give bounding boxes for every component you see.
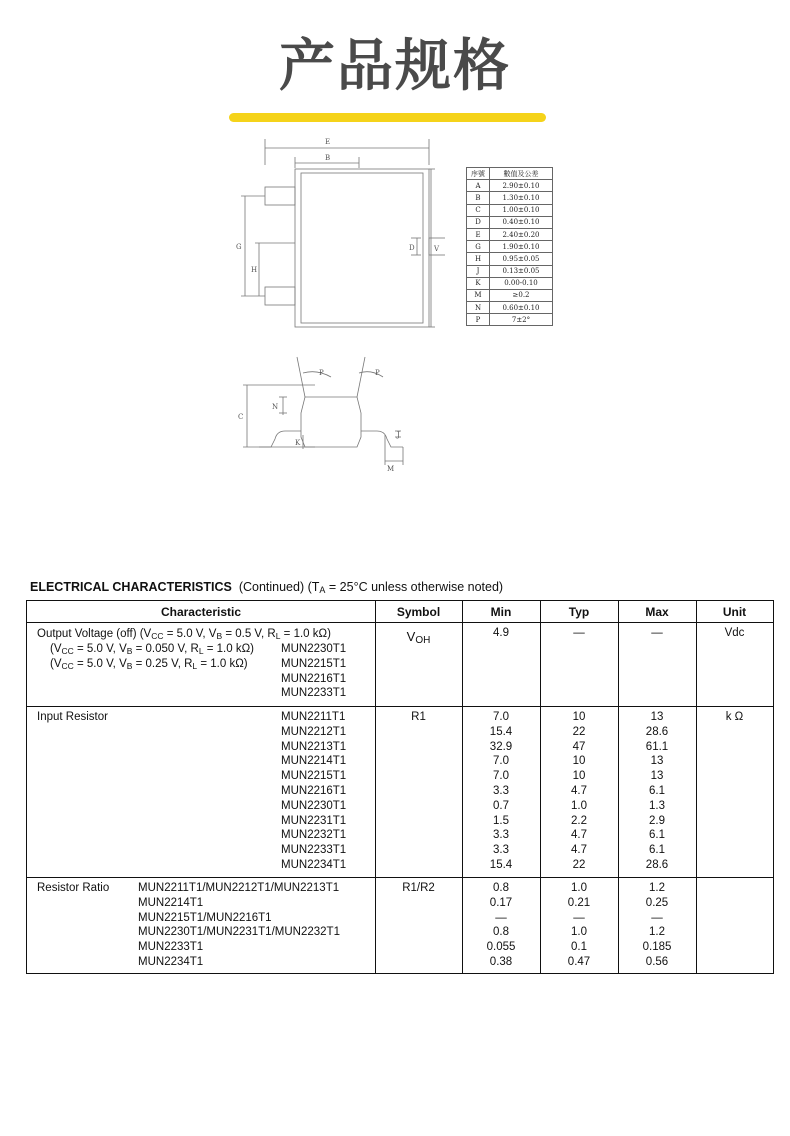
dimension-symbol: P [467,314,490,326]
part-number: MUN2213T1 [281,740,347,753]
dimension-row [467,216,553,228]
col-symbol: Symbol [396,605,441,619]
part-number: MUN2216T1 [281,672,347,685]
dim-label-e: E [325,138,331,146]
dimension-value: 1.30±0.10 [490,192,553,204]
dim-label-m: M [387,465,395,473]
max-value: 13 [650,755,664,768]
dimension-value: 0.00-0.10 [490,277,553,289]
col-unit: Unit [722,605,747,619]
max-value: 61.1 [645,740,669,753]
dimension-symbol: B [467,192,490,204]
min-value: 3.3 [493,844,509,857]
min-value: 3.3 [493,829,509,842]
input-resistor-typ-values [540,710,618,873]
dimension-value: 1.90±0.10 [490,241,553,253]
part-number: MUN2230T1 [281,643,347,655]
min-value: 0.7 [493,799,509,812]
dimension-symbol: H [467,253,490,265]
max-value: 28.6 [645,858,669,871]
dimension-value: 0.40±0.10 [490,216,553,228]
dimension-row [467,314,553,326]
part-number: MUN2215T1 [281,770,347,783]
typ-value: 1.0 [571,926,587,939]
typ-value: 22 [572,858,586,871]
page-title: 产品规格 [279,34,511,99]
output-voltage-line-2: ($V_{CC} = 5.0$ V, $V_B = 0.050$ V, $R_L = 1.0$ kΩ) [50,642,255,656]
dimension-symbol: D [467,216,490,228]
package-outline-drawing [225,135,445,480]
dimension-value: 2.90±0.10 [490,180,553,192]
part-number: MUN2211T1/MUN2212T1/MUN2213T1 [138,882,340,894]
dimension-table-header [467,168,553,180]
output-voltage-unit: Vdc [724,627,745,639]
ec-heading-sub: A [319,585,326,595]
dimension-symbol: A [467,180,490,192]
dim-label-g: G [236,243,242,251]
part-number: MUN2212T1 [281,725,347,738]
max-value: 0.56 [645,955,669,968]
part-number: MUN2233T1 [138,941,204,954]
dim-label-d: D [409,244,415,252]
col-min: Min [490,605,512,619]
min-value: 0.17 [489,896,513,909]
dimension-symbol: C [467,204,490,216]
dimension-value: 0.13±0.05 [490,265,553,277]
part-number: MUN2230T1/MUN2231T1/MUN2232T1 [138,926,340,939]
input-resistor-symbol: R1 [411,711,426,723]
input-resistor-parts [281,710,346,873]
typ-value: 10 [572,711,586,723]
max-value: 1.2 [649,882,665,894]
dimension-symbol: N [467,302,490,314]
dim-label-p-left: P [319,369,324,377]
part-number: MUN2211T1 [281,711,346,723]
part-number: MUN2214T1 [138,896,204,909]
part-number: MUN2234T1 [281,858,347,871]
output-voltage-typ: — [573,627,585,639]
dimension-table [466,167,553,326]
typ-value: — [573,911,585,924]
input-resistor-unit: k Ω [725,711,744,723]
input-resistor-min-values [462,710,540,873]
part-number: MUN2216T1 [281,784,347,797]
typ-value: 1.0 [571,882,587,894]
typ-value: 4.7 [571,784,587,797]
col-typ: Typ [568,605,590,619]
dimension-value: 2.40±0.20 [490,228,553,240]
max-value: 13 [650,711,664,723]
dimension-symbol: E [467,228,490,240]
max-value: 0.25 [645,896,669,909]
title-underline [229,113,546,122]
dimension-symbol: K [467,277,490,289]
dim-label-p-right: P [375,369,380,377]
part-number: MUN2214T1 [281,755,347,768]
input-resistor-label: Input Resistor [37,711,108,723]
min-value: 0.8 [493,882,509,894]
typ-value: 22 [572,725,586,738]
dim-label-v: V [434,245,440,253]
resistor-ratio-max-values [618,881,696,970]
dim-label-k: K [295,439,301,447]
min-value: 0.38 [489,955,513,968]
min-value: 15.4 [489,725,513,738]
dimension-value: ≥0.2 [490,289,553,301]
dimension-header-index: 序號 [467,168,490,180]
max-value: 13 [650,770,664,783]
part-number: MUN2230T1 [281,799,347,812]
min-value: 0.8 [493,926,509,939]
part-number: MUN2215T1/MUN2216T1 [138,911,272,924]
dimension-row [467,228,553,240]
max-value: 0.185 [642,941,672,954]
part-number: MUN2234T1 [138,955,204,968]
min-value: 32.9 [489,740,513,753]
ec-heading-title: ELECTRICAL CHARACTERISTICS [30,580,232,594]
ec-heading [30,580,503,595]
min-value: 3.3 [493,784,509,797]
resistor-ratio-typ-values [540,881,618,970]
ec-table-header [27,601,773,623]
dim-label-j: J [397,431,400,439]
dimension-value: 1.00±0.10 [490,204,553,216]
typ-value: 2.2 [571,814,587,827]
resistor-ratio-symbol: R1/R2 [402,882,435,894]
typ-value: 10 [572,755,586,768]
output-voltage-parts [281,642,346,701]
max-value: 1.2 [649,926,665,939]
input-resistor-max-values [618,710,696,873]
max-value: — [651,911,663,924]
typ-value: 1.0 [571,799,587,812]
output-voltage-min: 4.9 [493,627,509,639]
output-voltage-symbol: $V_{OH}$ [406,629,431,646]
min-value: 7.0 [493,711,509,723]
part-number: MUN2231T1 [281,814,347,827]
dimension-row [467,302,553,314]
typ-value: 47 [572,740,586,753]
max-value: 1.3 [649,799,665,812]
typ-value: 0.47 [567,955,591,968]
part-number: MUN2215T1 [281,657,347,670]
min-value: 15.4 [489,858,513,871]
dimension-row [467,253,553,265]
dimension-symbol: J [467,265,490,277]
typ-value: 0.1 [571,941,587,954]
max-value: 28.6 [645,725,669,738]
max-value: 6.1 [649,784,665,797]
dim-label-c: C [238,413,244,421]
dim-label-n: N [272,403,279,411]
max-value: 6.1 [649,844,665,857]
col-max: Max [645,605,669,619]
dimension-value: 0.60±0.10 [490,302,553,314]
dimension-row [467,192,553,204]
dimension-symbol: M [467,289,490,301]
output-voltage-line-3: ($V_{CC} = 5.0$ V, $V_B = 0.25$ V, $R_L = 1.0$ kΩ) [50,657,248,671]
dimension-value: 0.95±0.05 [490,253,553,265]
dim-label-h: H [251,266,258,274]
max-value: 6.1 [649,829,665,842]
dimension-row [467,241,553,253]
output-voltage-max: — [651,627,663,639]
dim-label-b: B [325,154,331,162]
col-characteristic: Characteristic [160,605,242,619]
dimension-symbol: G [467,241,490,253]
dimension-header-value: 數值及公差 [490,168,553,180]
ec-heading-cont: (Continued) (T [238,580,320,594]
min-value: — [495,911,507,924]
resistor-ratio-label: Resistor Ratio [37,882,110,894]
typ-value: 10 [572,770,586,783]
min-value: 7.0 [493,770,509,783]
typ-value: 4.7 [571,844,587,857]
electrical-characteristics-table [26,600,774,974]
dimension-row [467,277,553,289]
part-number: MUN2233T1 [281,687,347,700]
part-number: MUN2232T1 [281,829,347,842]
dimension-row [467,289,553,301]
ec-heading-rest: = 25°C unless otherwise noted) [325,580,504,594]
min-value: 7.0 [493,755,509,768]
min-value: 1.5 [493,814,509,827]
dimension-row [467,204,553,216]
dimension-row [467,265,553,277]
typ-value: 4.7 [571,829,587,842]
part-number: MUN2233T1 [281,844,347,857]
typ-value: 0.21 [567,896,591,909]
dimension-value: 7±2° [490,314,553,326]
min-value: 0.055 [486,941,516,954]
max-value: 2.9 [649,814,665,827]
dimension-row [467,180,553,192]
output-voltage-line-1: Output Voltage (off) ($V_{CC} = 5.0$ V, $V_B = 0.5$ V, $R_L = 1.0$ kΩ) [37,628,331,641]
resistor-ratio-min-values [462,881,540,970]
resistor-ratio-parts [138,881,340,970]
